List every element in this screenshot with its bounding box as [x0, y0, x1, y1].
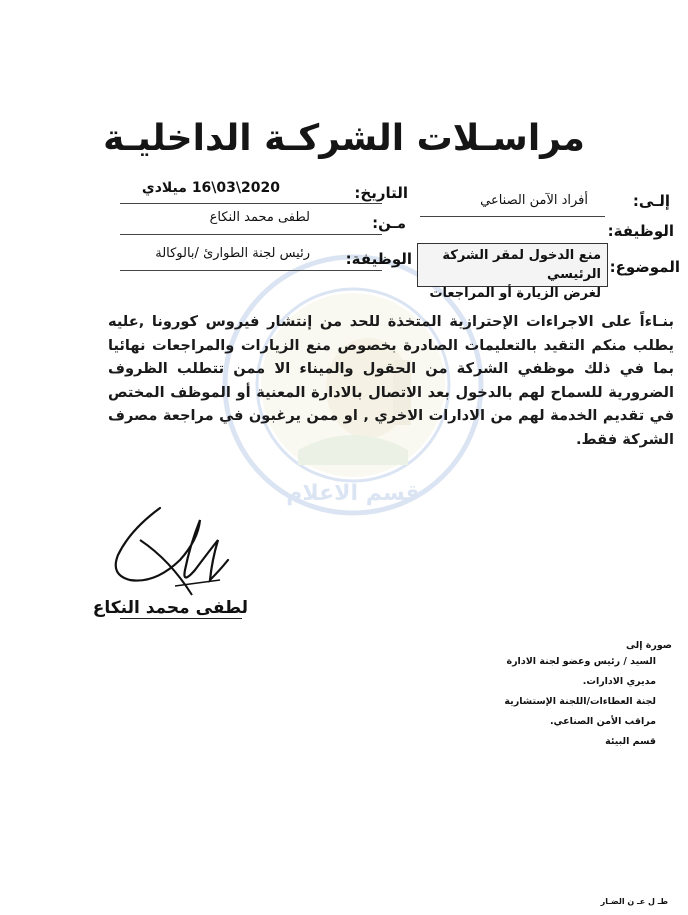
sender-position-value: رئيس لجنة الطوارئ /بالوكالة	[155, 246, 310, 261]
signature-name: لطفى محمد النكاع	[92, 598, 248, 618]
subject-label: الموضوع:	[609, 258, 680, 276]
subject-line-2: لغرض الزيارة أو المراجعات	[429, 286, 601, 301]
sender-position-underline	[120, 270, 382, 271]
date-label: التاريخ:	[354, 184, 408, 202]
stamp-text: قسم الاعلام	[286, 481, 420, 506]
body-paragraph: بنـاءاً على الاجراءات الإحترازية المتخذة للحد من إنتشار فيروس كورونا ,عليه يطلب منكم التقيد بالتعليمات الصادرة بخصوص منع الزيارات والمراجعات نهائيا بما في ذلك موظفي الشركة من الحقول والميناء الا ممن تتطلب الظروف الضرورية للسماح لهم بالدخول بعد الاتصال بالادارة المعنية أو الموظف المختص في تقديم الخدمة لهم من الادارات الاخري , او ممن يرغبون في مراجعة مصرف الشركة فقط.	[108, 313, 674, 448]
cc-item: قسم البيئة	[605, 736, 656, 747]
to-value: أفراد الآمن الصناعي	[480, 193, 588, 208]
subject-box	[417, 243, 608, 301]
cc-block	[496, 636, 676, 752]
footer-text: طـ ل عـ ن الضـار	[600, 897, 668, 906]
cc-heading: صورة إلى	[626, 640, 672, 651]
to-label: إلـى:	[632, 192, 670, 210]
handwritten-signature	[100, 500, 250, 605]
from-label: مـن:	[372, 214, 406, 232]
from-underline	[120, 234, 382, 235]
signature-underline	[120, 618, 242, 619]
date-underline	[120, 203, 382, 204]
subject-line-1: منع الدخول لمقر الشركة الرئيسي	[442, 248, 601, 282]
cc-item: لجنة العطاءات/اللجنة الإستشارية	[504, 696, 656, 707]
cc-item: مديري الادارات.	[582, 676, 656, 687]
document-title: مراسـلات الشركـة الداخليـة	[103, 118, 585, 159]
from-value: لطفى محمد النكاع	[209, 210, 310, 225]
cc-item: السيد / رئيس وعضو لجنة الادارة	[506, 656, 656, 667]
recipient-position-label: الوظيفة:	[607, 222, 674, 240]
sender-position-label: الوظيفة:	[345, 250, 412, 268]
to-underline	[420, 216, 605, 217]
cc-item: مراقب الأمن الصناعي.	[549, 716, 656, 727]
date-value: 2020\03\16 ميلادي	[141, 180, 280, 196]
